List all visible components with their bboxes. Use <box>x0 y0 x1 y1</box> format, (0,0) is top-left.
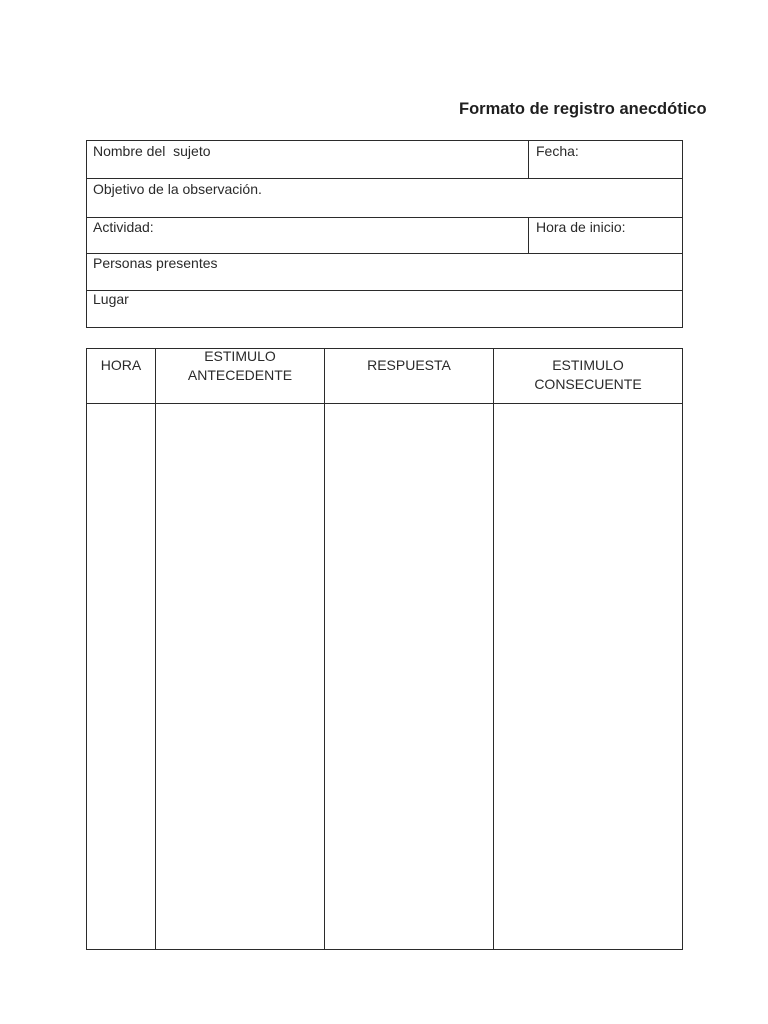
form-border-top <box>86 140 683 141</box>
column-header-line: HORA <box>100 357 142 373</box>
table-border-bottom <box>86 949 683 950</box>
column-header-hora <box>87 356 155 375</box>
form-border-bottom <box>86 327 683 328</box>
start-time-field[interactable]: Hora de inicio: <box>536 219 626 235</box>
form-divider <box>86 290 683 291</box>
form-divider <box>86 178 683 179</box>
form-border-left <box>86 140 87 328</box>
column-header-line: RESPUESTA <box>367 357 451 373</box>
activity-field[interactable]: Actividad: <box>93 219 154 235</box>
subject-name-field[interactable]: Nombre del sujeto <box>93 143 211 159</box>
column-header-consequent-stimulus <box>494 356 682 394</box>
form-divider <box>86 253 683 254</box>
objective-field[interactable]: Objetivo de la observación. <box>93 181 262 197</box>
people-present-field[interactable]: Personas presentes <box>93 255 218 271</box>
page-title: Formato de registro anecdótico <box>459 100 707 118</box>
place-field[interactable]: Lugar <box>93 291 129 307</box>
column-header-line: CONSECUENTE <box>534 376 642 392</box>
antecedent-stimulus-cell[interactable] <box>156 404 324 949</box>
hora-cell[interactable] <box>87 404 155 949</box>
date-field[interactable]: Fecha: <box>536 143 579 159</box>
table-border-right <box>682 348 683 950</box>
form-divider <box>528 140 529 179</box>
column-header-antecedent-stimulus <box>156 347 324 385</box>
column-header-response <box>325 356 493 375</box>
form-border-right <box>682 140 683 328</box>
response-cell[interactable] <box>325 404 493 949</box>
consequent-stimulus-cell[interactable] <box>494 404 682 949</box>
column-header-line: ESTIMULO <box>204 348 276 364</box>
form-divider <box>528 217 529 254</box>
form-divider <box>86 217 683 218</box>
column-header-line: ANTECEDENTE <box>187 367 293 383</box>
column-header-line: ESTIMULO <box>552 357 624 373</box>
